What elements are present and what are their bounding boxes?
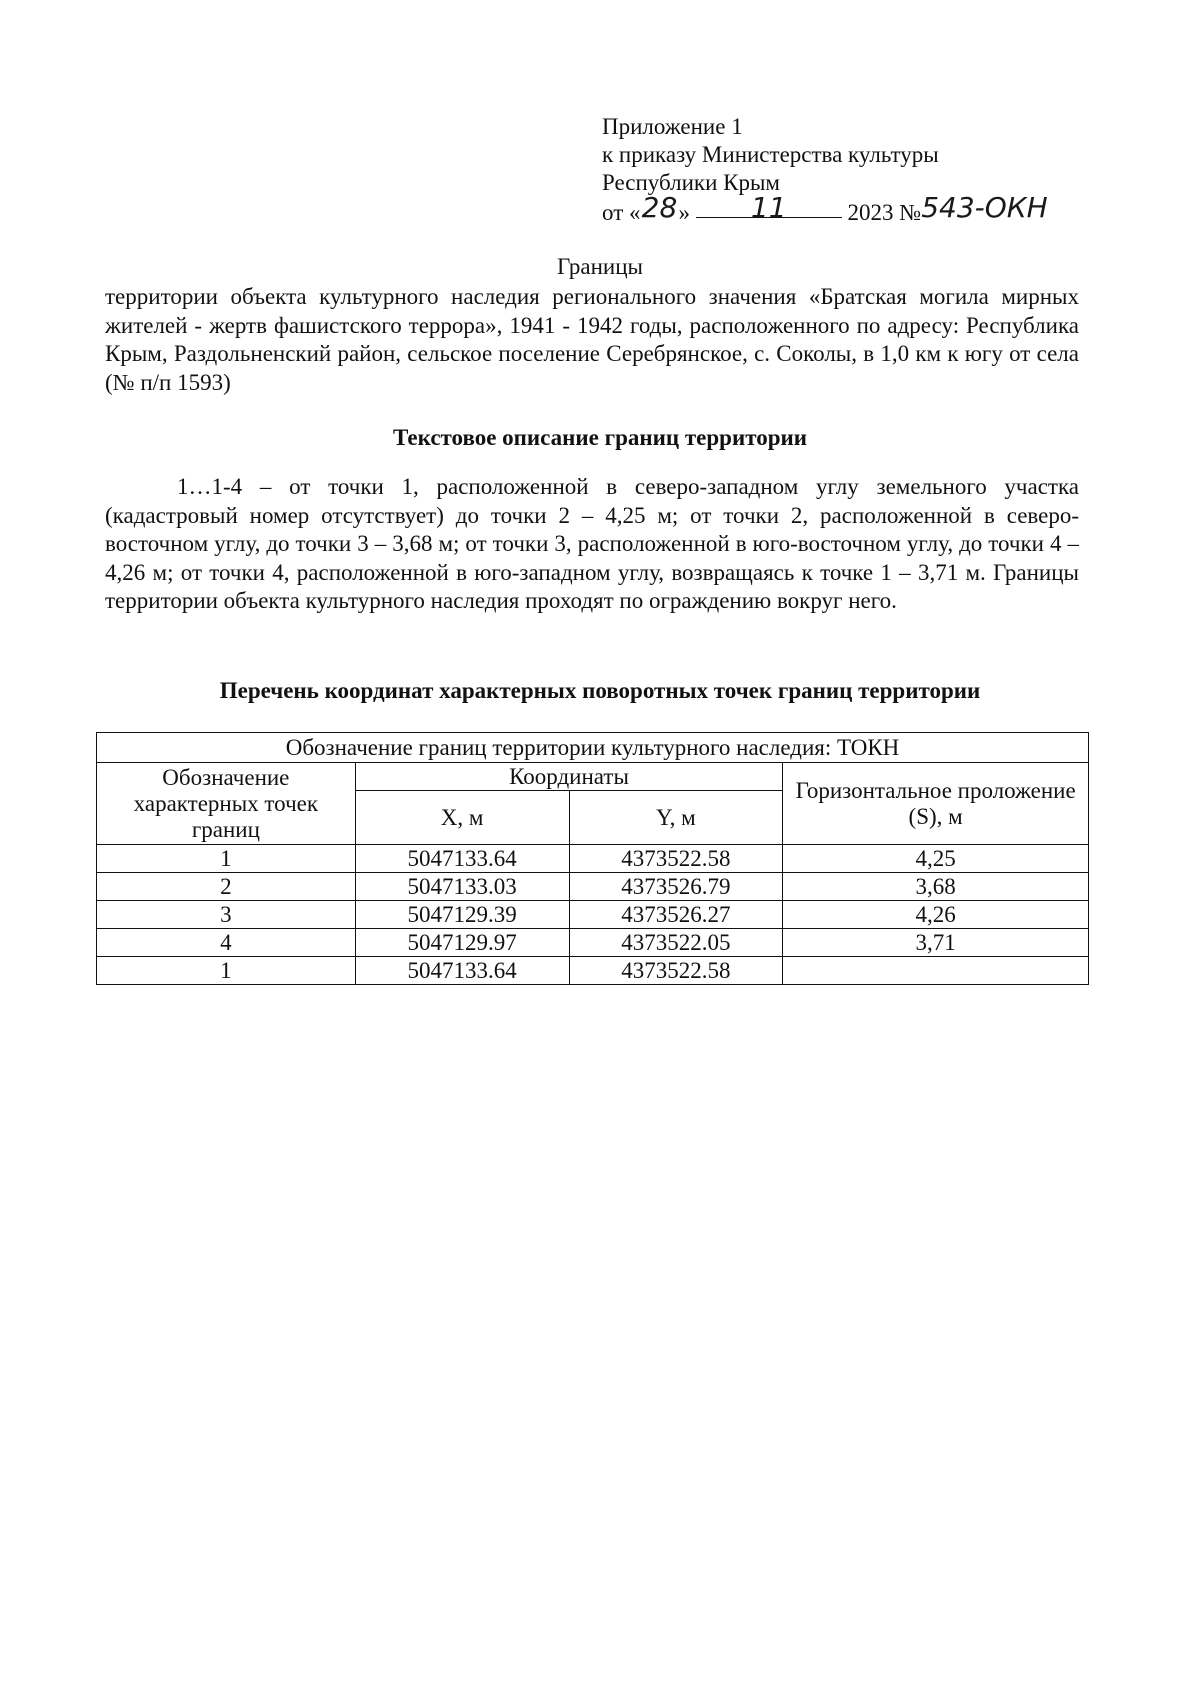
appendix-republic: Республики Крым [602, 170, 780, 195]
cell-point: 1 [97, 957, 356, 985]
table-row [97, 929, 1089, 957]
header-coordinates: Координаты [355, 763, 783, 791]
cell-x: 5047133.64 [355, 845, 569, 873]
cell-point: 3 [97, 901, 356, 929]
boundary-text-description: 1…1-4 – от точки 1, расположенной в северо-западном углу земельного участка (кадастровый номер отсутствует) до точки 2 – 4,25 м; от точки 2, расположенной в северо-восточном углу, до точки 3 – 3,68 м; от точки 3, расположенной в юго-восточном углу, до точки 4 – 4,26 м; от точки 4, расположенной в юго-западном углу, возвращаясь к точке 1 – 3,71 м. Границы территории объекта культурного наследия проходят по ограждению вокруг него. [105, 474, 1079, 613]
cell-s: 4,25 [783, 845, 1089, 873]
table-row [97, 957, 1089, 985]
cell-s: 3,71 [783, 929, 1089, 957]
cell-x: 5047133.64 [355, 957, 569, 985]
table-row [97, 873, 1089, 901]
cell-point: 1 [97, 845, 356, 873]
object-description: территории объекта культурного наследия регионального значения «Братская могила мирных жителей - жертв фашистского террора», 1941 - 1942 годы, расположенного по адресу: Республика Крым, Раздольненский район, сельское поселение Серебрянское, с. Соколы, в 1,0 км к югу от села (№ п/п 1593) [105, 284, 1079, 395]
table-row [97, 901, 1089, 929]
cell-s: 3,68 [783, 873, 1089, 901]
cell-y: 4373522.58 [569, 957, 783, 985]
cell-x: 5047129.97 [355, 929, 569, 957]
document-title: Границы [557, 254, 643, 279]
appendix-order-ref: к приказу Министерства культуры [602, 142, 939, 167]
order-date-line [602, 191, 1048, 227]
table-row [97, 845, 1089, 873]
cell-s [783, 957, 1089, 985]
appendix-number: Приложение 1 [602, 114, 743, 139]
cell-x: 5047133.03 [355, 873, 569, 901]
handwritten-month: 11 [750, 191, 787, 224]
section-heading-text-description: Текстовое описание границ территории [392, 425, 808, 450]
handwritten-order-number: 543-ОКН [921, 191, 1048, 224]
header-x: X, м [355, 791, 569, 845]
header-y: Y, м [569, 791, 783, 845]
header-point-designation: Обозначение характерных точек границ [97, 763, 356, 845]
year-and-number-label: 2023 № [847, 200, 922, 225]
cell-y: 4373522.05 [569, 929, 783, 957]
cell-s: 4,26 [783, 901, 1089, 929]
handwritten-day: 28 [641, 191, 678, 224]
cell-x: 5047129.39 [355, 901, 569, 929]
cell-point: 4 [97, 929, 356, 957]
date-close: » [678, 200, 690, 225]
appendix-header [602, 113, 1048, 227]
header-horizontal-distance: Горизонтальное проложение (S), м [783, 763, 1089, 845]
cell-point: 2 [97, 873, 356, 901]
cell-y: 4373522.58 [569, 845, 783, 873]
section-heading-coordinates: Перечень координат характерных поворотных точек границ территории [219, 678, 981, 703]
date-prefix: от « [602, 200, 641, 225]
cell-y: 4373526.79 [569, 873, 783, 901]
table-caption: Обозначение границ территории культурного наследия: ТОКН [97, 733, 1089, 763]
cell-y: 4373526.27 [569, 901, 783, 929]
coordinates-table [96, 732, 1089, 985]
